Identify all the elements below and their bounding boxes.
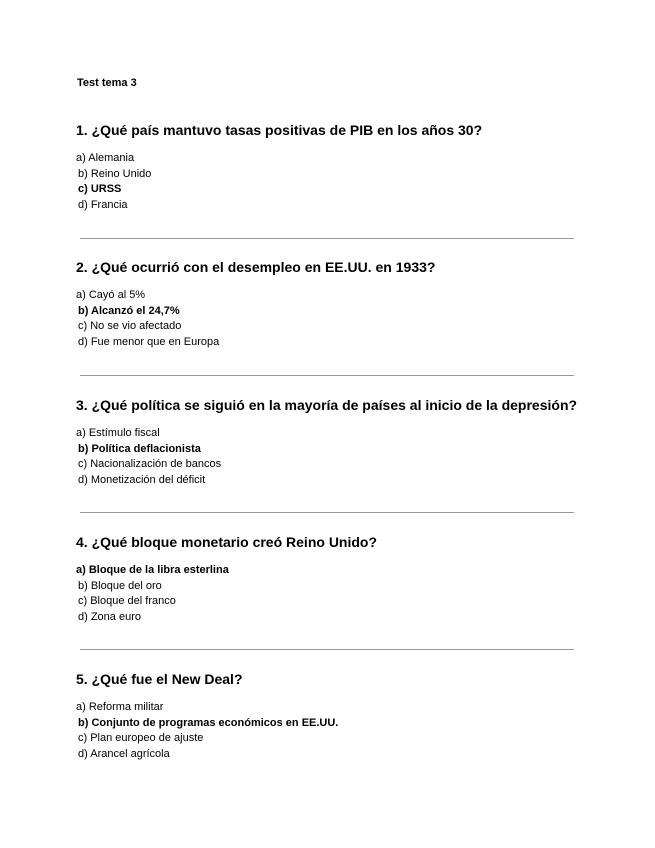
- option-c: c) No se vio afectado: [78, 320, 182, 333]
- options-list: [76, 151, 596, 214]
- option-d: d) Fue menor que en Europa: [78, 336, 220, 349]
- option-c: c) Nacionalización de bancos: [78, 458, 222, 471]
- option-b-correct: b) Alcanzó el 24,7%: [78, 304, 180, 317]
- option-a-correct: a) Bloque de la libra esterlina: [76, 564, 229, 576]
- options-list: [76, 288, 596, 351]
- option-c: c) Plan europeo de ajuste: [78, 732, 204, 745]
- question-heading: 3. ¿Qué política se siguió en la mayoría de países al inicio de la depresión?: [76, 397, 578, 413]
- divider-4: [80, 649, 574, 650]
- option-b-correct: b) Política deflacionista: [78, 442, 201, 455]
- option-d: d) Monetización del déficit: [78, 474, 206, 487]
- option-a: a) Alemania: [76, 152, 135, 164]
- question-heading: 2. ¿Qué ocurrió con el desempleo en EE.UU. en 1933?: [76, 259, 436, 275]
- question-4: [76, 533, 596, 626]
- options-list: [76, 700, 596, 763]
- option-c-correct: c) URSS: [78, 183, 122, 196]
- divider-1: [80, 238, 574, 239]
- divider-2: [80, 375, 574, 376]
- option-d: d) Francia: [78, 199, 128, 212]
- question-3: [76, 396, 596, 489]
- options-list: [76, 426, 596, 489]
- document-title: Test tema 3: [77, 77, 137, 89]
- question-2: [76, 258, 596, 351]
- question-1: [76, 121, 596, 214]
- option-c: c) Bloque del franco: [78, 595, 176, 608]
- question-heading: 1. ¿Qué país mantuvo tasas positivas de PIB en los años 30?: [76, 122, 483, 138]
- question-5: [76, 670, 596, 763]
- question-heading: 5. ¿Qué fue el New Deal?: [76, 671, 243, 687]
- option-a: a) Reforma militar: [76, 701, 164, 713]
- option-b-correct: b) Conjunto de programas económicos en EE.UU.: [78, 716, 339, 729]
- question-heading: 4. ¿Qué bloque monetario creó Reino Unido?: [76, 534, 378, 550]
- option-a: a) Estímulo fiscal: [76, 427, 160, 439]
- option-b: b) Bloque del oro: [78, 579, 162, 592]
- option-a: a) Cayó al 5%: [76, 289, 146, 301]
- option-b: b) Reino Unido: [78, 167, 152, 180]
- options-list: [76, 563, 596, 626]
- divider-3: [80, 512, 574, 513]
- option-d: d) Arancel agrícola: [78, 748, 170, 761]
- option-d: d) Zona euro: [78, 611, 141, 624]
